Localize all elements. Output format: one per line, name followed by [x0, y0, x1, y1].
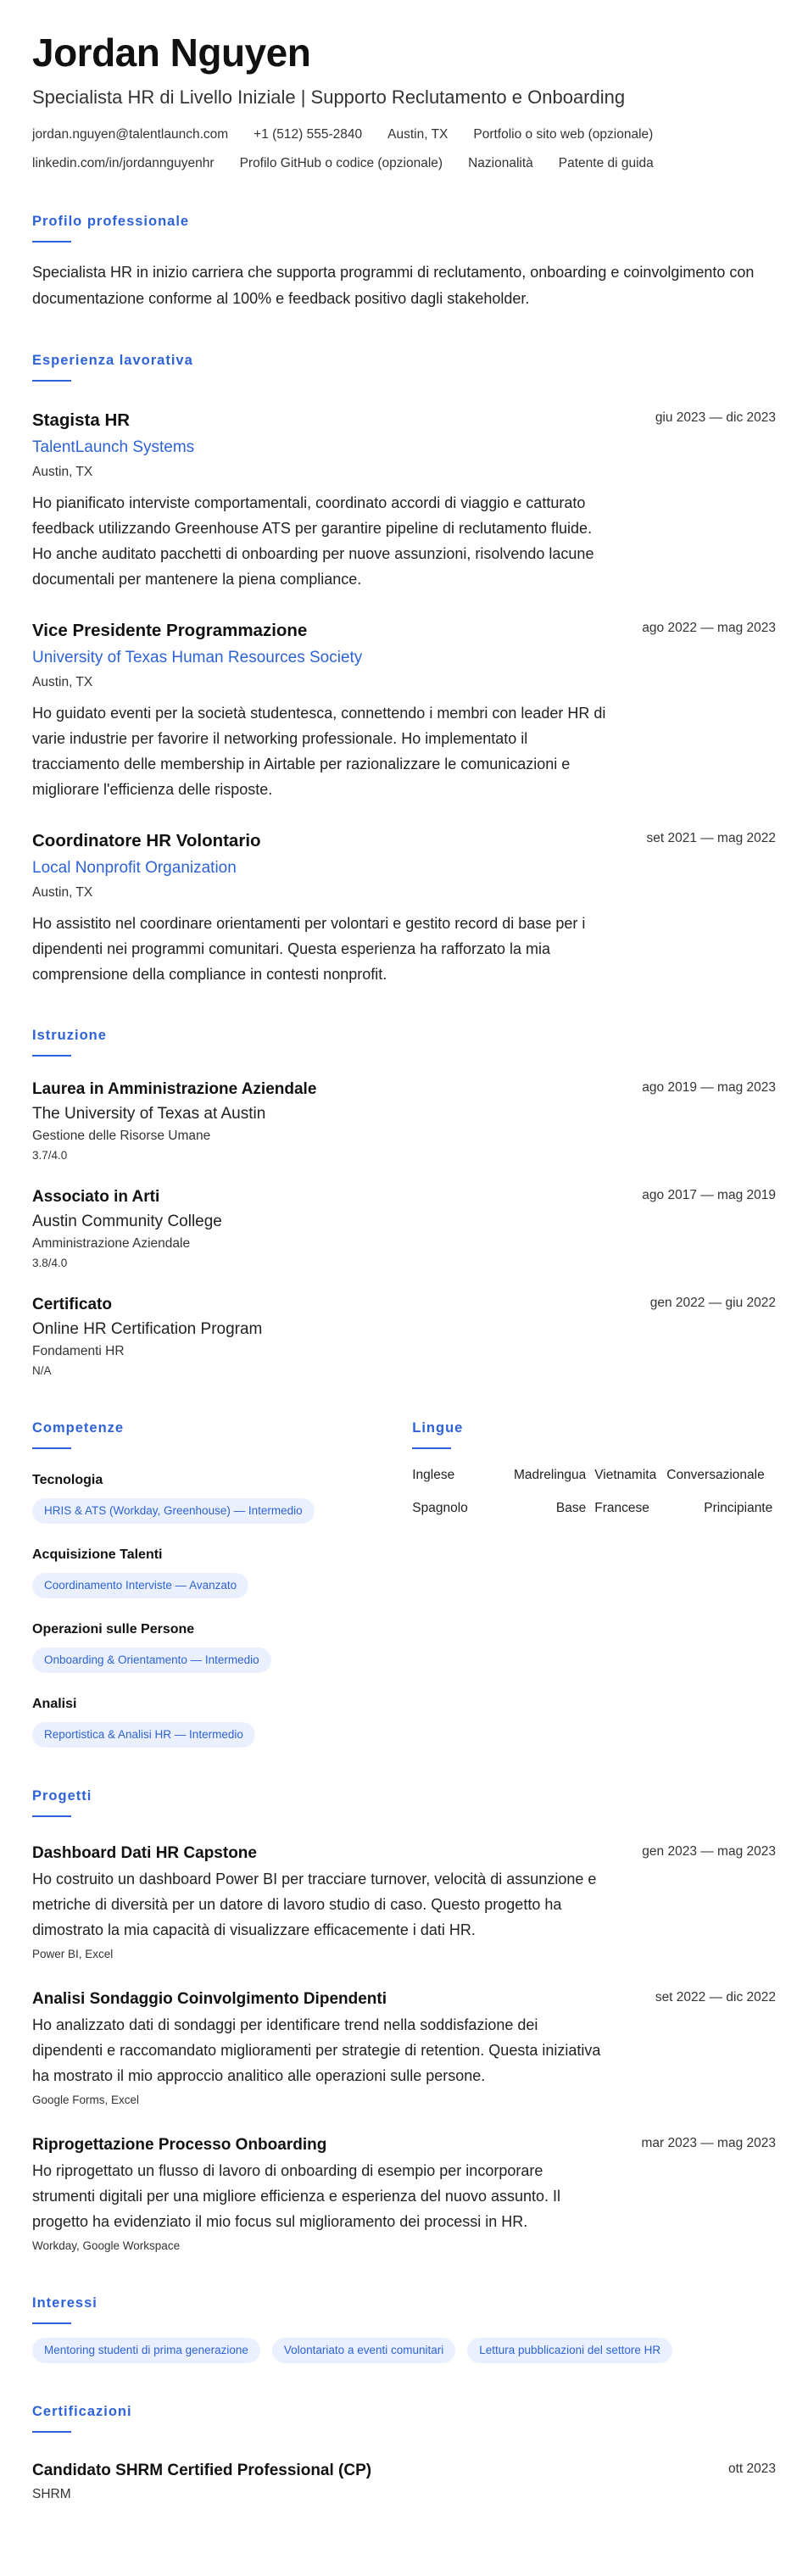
certifications-section — [32, 2402, 776, 2504]
entry-date: set 2022 — dic 2022 — [655, 1990, 776, 2004]
experience-section — [32, 351, 776, 987]
section-divider — [412, 1447, 451, 1449]
skill-group — [32, 1471, 412, 1524]
education-entry — [32, 1079, 776, 1164]
degree-title: Laurea in Amministrazione Aziendale — [32, 1080, 317, 1098]
certification-issuer: SHRM — [32, 2487, 71, 2501]
project-entry — [32, 1843, 776, 1963]
skill-category: Tecnologia — [32, 1473, 103, 1487]
entry-date: ago 2019 — mag 2023 — [642, 1080, 776, 1095]
section-title: Competenze — [32, 1420, 125, 1436]
candidate-name: Jordan Nguyen — [32, 31, 311, 75]
entry-date: ott 2023 — [727, 2462, 776, 2476]
languages-table — [412, 1466, 776, 1518]
degree-title: Associato in Arti — [32, 1188, 160, 1206]
project-tools: Workday, Google Workspace — [32, 2239, 181, 2252]
section-title: Istruzione — [32, 1028, 107, 1043]
skill-group — [32, 1546, 412, 1598]
project-entry — [32, 1988, 776, 2109]
skill-category: Acquisizione Talenti — [32, 1547, 163, 1562]
education-entry — [32, 1186, 776, 1272]
study-field: Amministrazione Aziendale — [32, 1236, 191, 1251]
contact-driving-license: Patente di guida — [558, 156, 654, 170]
school-name: Austin Community College — [32, 1213, 222, 1230]
employer-name: University of Texas Human Resources Society — [32, 649, 363, 666]
skill-category: Operazioni sulle Persone — [32, 1622, 195, 1636]
entry-date: set 2021 — mag 2022 — [646, 831, 776, 845]
interests-list — [32, 2338, 776, 2363]
section-divider — [32, 241, 71, 243]
contact-nationality: Nazionalità — [468, 156, 533, 170]
gpa-value: 3.7/4.0 — [32, 1149, 68, 1162]
skill-pill: Onboarding & Orientamento — Intermedio — [32, 1648, 271, 1673]
certification-title: Candidato SHRM Certified Professional (CP) — [32, 2462, 372, 2479]
interest-pill: Lettura pubblicazioni del settore HR — [467, 2338, 672, 2363]
language-level: Madrelingua — [513, 1468, 587, 1482]
project-description: Ho costruito un dashboard Power BI per tracciare turnover, velocità di assunzione e metriche di diversità per un datore di lavoro studio di caso. Questo progetto ha dimostrato la mia capacità di visualizzare efficacemente i dati HR. — [32, 1871, 597, 1938]
language-level: Base — [555, 1501, 587, 1515]
entry-date: giu 2023 — dic 2023 — [655, 410, 776, 425]
project-description: Ho analizzato dati di sondaggi per identificare trend nella soddisfazione dei dipendenti e raccomandato miglioramenti per strategie di retention. Questa iniziativa ha mostrato il mio approccio analitico alle operazioni sulle persone. — [32, 2016, 601, 2084]
candidate-headline: Specialista HR di Livello Iniziale | Supporto Reclutamento e Onboarding — [32, 86, 626, 108]
profile-summary: Specialista HR in inizio carriera che supporta programmi di reclutamento, onboarding e coinvolgimento con documentazione conforme al 100% e feedback positivo dagli stakeholder. — [32, 264, 755, 307]
education-entry — [32, 1294, 776, 1380]
section-divider — [32, 2431, 71, 2433]
section-title: Certificazioni — [32, 2404, 132, 2419]
language-name: Inglese — [412, 1468, 455, 1482]
entry-date: ago 2017 — mag 2019 — [642, 1188, 776, 1202]
contact-email[interactable]: jordan.nguyen@talentlaunch.com — [32, 127, 229, 142]
certification-entry — [32, 2460, 776, 2504]
job-title: Stagista HR — [32, 410, 131, 430]
resume-header — [32, 29, 776, 173]
language-name: Spagnolo — [412, 1501, 468, 1515]
skill-pill: Reportistica & Analisi HR — Intermedio — [32, 1722, 255, 1748]
skill-pill: Coordinamento Interviste — Avanzato — [32, 1573, 248, 1598]
education-section — [32, 1026, 776, 1380]
section-title: Lingue — [412, 1420, 464, 1436]
section-divider — [32, 1815, 71, 1817]
entry-date: ago 2022 — mag 2023 — [642, 621, 776, 635]
language-row — [412, 1499, 776, 1518]
job-title: Coordinatore HR Volontario — [32, 831, 261, 850]
job-title: Vice Presidente Programmazione — [32, 621, 308, 640]
section-title: Profilo professionale — [32, 214, 190, 229]
interest-pill: Mentoring studenti di prima generazione — [32, 2338, 260, 2363]
language-name: Francese — [594, 1501, 649, 1515]
section-divider — [32, 1447, 71, 1449]
gpa-value: 3.8/4.0 — [32, 1257, 68, 1269]
interests-section — [32, 2294, 776, 2363]
section-title: Esperienza lavorativa — [32, 353, 193, 368]
study-field: Fondamenti HR — [32, 1344, 125, 1358]
section-title: Interessi — [32, 2295, 98, 2311]
job-description: Ho guidato eventi per la società studentesca, connettendo i membri con leader HR di varie industrie per favorire il networking professionale. Ho implementato il tracciamento delle membership in Airtable per razionalizzare le comunicazioni e migliorare l'efficienza delle risposte. — [32, 705, 606, 798]
job-description: Ho assistito nel coordinare orientamenti per volontari e gestito record di base per i dipendenti nei programmi comunitari. Questa esperienza ha rafforzato la mia comprensione della compliance in contesti nonprofit. — [32, 915, 586, 983]
school-name: Online HR Certification Program — [32, 1320, 263, 1338]
project-entry — [32, 2134, 776, 2255]
skills-languages-row — [32, 1419, 776, 1748]
experience-entry — [32, 829, 776, 987]
school-name: The University of Texas at Austin — [32, 1105, 266, 1123]
job-location: Austin, TX — [32, 885, 93, 900]
gpa-value: N/A — [32, 1364, 52, 1377]
profile-section — [32, 212, 776, 312]
section-divider — [32, 380, 71, 382]
experience-entry — [32, 409, 776, 592]
language-row — [412, 1466, 776, 1485]
skill-category: Analisi — [32, 1697, 77, 1711]
job-location: Austin, TX — [32, 465, 93, 479]
section-divider — [32, 1055, 71, 1057]
employer-name: Local Nonprofit Organization — [32, 859, 237, 877]
skill-group — [32, 1620, 412, 1673]
job-description: Ho pianificato interviste comportamentali, coordinato accordi di viaggio e catturato feedback utilizzando Greenhouse ATS per garantire pipeline di reclutamento fluide. Ho anche auditato pacchetti di onboarding per nuove assunzioni, risolvendo lacune documentali per mantenere la piena compliance. — [32, 494, 594, 588]
language-name: Vietnamita — [594, 1468, 657, 1482]
skill-group — [32, 1695, 412, 1748]
contact-portfolio[interactable]: Portfolio o sito web (opzionale) — [473, 127, 654, 142]
study-field: Gestione delle Risorse Umane — [32, 1129, 211, 1143]
languages-section — [412, 1419, 776, 1748]
contact-list — [32, 125, 778, 173]
contact-linkedin[interactable]: linkedin.com/in/jordannguyenhr — [32, 156, 215, 170]
interest-pill: Volontariato a eventi comunitari — [272, 2338, 455, 2363]
entry-date: gen 2023 — mag 2023 — [642, 1844, 776, 1859]
job-location: Austin, TX — [32, 675, 93, 689]
experience-entry — [32, 619, 776, 802]
skill-pill: HRIS & ATS (Workday, Greenhouse) — Intermedio — [32, 1498, 315, 1524]
language-level: Principiante — [704, 1501, 773, 1515]
contact-github[interactable]: Profilo GitHub o codice (opzionale) — [239, 156, 443, 170]
contact-phone[interactable]: +1 (512) 555-2840 — [254, 127, 363, 142]
section-divider — [32, 2322, 71, 2324]
project-title: Riprogettazione Processo Onboarding — [32, 2136, 327, 2154]
project-tools: Google Forms, Excel — [32, 2094, 140, 2106]
contact-location: Austin, TX — [387, 127, 449, 142]
entry-date: mar 2023 — mag 2023 — [641, 2136, 776, 2150]
employer-name: TalentLaunch Systems — [32, 438, 195, 456]
entry-date: gen 2022 — giu 2022 — [649, 1296, 776, 1310]
project-title: Analisi Sondaggio Coinvolgimento Dipendenti — [32, 1990, 387, 2008]
skills-section — [32, 1419, 412, 1748]
degree-title: Certificato — [32, 1296, 112, 1313]
project-title: Dashboard Dati HR Capstone — [32, 1844, 257, 1862]
project-tools: Power BI, Excel — [32, 1948, 114, 1960]
language-level: Conversazionale — [666, 1468, 765, 1482]
section-title: Progetti — [32, 1788, 92, 1804]
project-description: Ho riprogettato un flusso di lavoro di onboarding di esempio per incorporare strumenti digitali per una migliore efficienza e esperienza del nuovo assunto. Il progetto ha evidenziato il mio focus sul miglioramento dei processi in HR. — [32, 2162, 561, 2230]
projects-section — [32, 1787, 776, 2255]
